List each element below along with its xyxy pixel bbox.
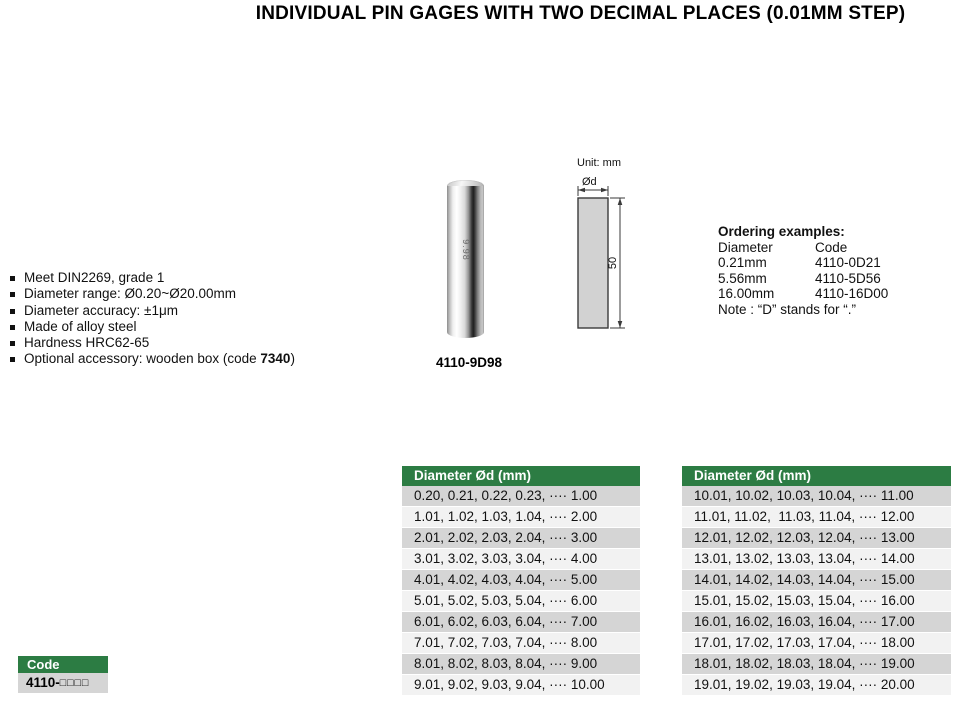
pin-engraving: 9.98 xyxy=(460,239,471,261)
table-row: 15.01, 15.02, 15.03, 15.04, ···· 16.00 xyxy=(682,591,951,612)
ordering-column-headers xyxy=(718,240,938,256)
feature-item xyxy=(10,303,295,319)
feature-item xyxy=(10,270,295,286)
bullet-square-icon xyxy=(10,325,15,330)
ordering-row xyxy=(718,286,938,302)
table-row: 10.01, 10.02, 10.03, 10.04, ···· 11.00 xyxy=(682,486,951,507)
feature-item xyxy=(10,351,295,367)
ordering-row xyxy=(718,271,938,287)
ordering-heading: Ordering examples: xyxy=(718,224,845,239)
feature-text: Diameter range: Ø0.20~Ø20.00mm xyxy=(24,286,236,302)
model-number-label: 4110-9D98 xyxy=(435,355,503,370)
bullet-square-icon xyxy=(10,309,15,314)
feature-text-pre: Optional accessory: wooden box (code xyxy=(24,351,261,367)
code-box-value xyxy=(18,673,108,693)
table-row: 7.01, 7.02, 7.03, 7.04, ···· 8.00 xyxy=(402,633,640,654)
ordering-code: 4110-0D21 xyxy=(815,255,881,271)
table-row: 17.01, 17.02, 17.03, 17.04, ···· 18.00 xyxy=(682,633,951,654)
diameter-table-right xyxy=(682,466,951,696)
table-header: Diameter Ød (mm) xyxy=(402,466,640,486)
table-row: 8.01, 8.02, 8.03, 8.04, ···· 9.00 xyxy=(402,654,640,675)
ordering-diameter: 16.00mm xyxy=(718,286,775,302)
unit-label: Unit: mm xyxy=(577,157,621,169)
table-row: 2.01, 2.02, 2.03, 2.04, ···· 3.00 xyxy=(402,528,640,549)
bullet-square-icon xyxy=(10,292,15,297)
table-row: 19.01, 19.02, 19.03, 19.04, ···· 20.00 xyxy=(682,675,951,696)
feature-text: Meet DIN2269, grade 1 xyxy=(24,270,165,285)
bullet-square-icon xyxy=(10,357,15,362)
table-row: 11.01, 11.02, 11.03, 11.04, ···· 12.00 xyxy=(682,507,951,528)
feature-text-post: ) xyxy=(290,351,295,367)
table-row: 13.01, 13.02, 13.03, 13.04, ···· 14.00 xyxy=(682,549,951,570)
length-dim-label: 50 xyxy=(607,256,619,270)
feature-text-bold: 7340 xyxy=(260,351,291,367)
diameter-dim-label: Ød xyxy=(582,176,597,188)
feature-item xyxy=(10,319,295,335)
ordering-col-code: Code xyxy=(815,239,848,255)
feature-list xyxy=(10,270,295,368)
ordering-code: 4110-5D56 xyxy=(815,270,881,286)
table-row: 1.01, 1.02, 1.03, 1.04, ···· 2.00 xyxy=(402,507,640,528)
table-row: 3.01, 3.02, 3.03, 3.04, ···· 4.00 xyxy=(402,549,640,570)
page-title: INDIVIDUAL PIN GAGES WITH TWO DECIMAL PLACES (0.01MM STEP) xyxy=(255,3,906,24)
feature-text: Made of alloy steel xyxy=(24,318,137,334)
pin-gage-photo xyxy=(447,186,484,338)
table-row: 16.01, 16.02, 16.03, 16.04, ···· 17.00 xyxy=(682,612,951,633)
table-row: 6.01, 6.02, 6.03, 6.04, ···· 7.00 xyxy=(402,612,640,633)
feature-text: Hardness HRC62-65 xyxy=(24,335,150,351)
dimension-drawing xyxy=(570,152,630,344)
table-row: 4.01, 4.02, 4.03, 4.04, ···· 5.00 xyxy=(402,570,640,591)
code-box-header: Code xyxy=(18,656,108,673)
ordering-note: Note : “D” stands for “.” xyxy=(718,301,857,317)
ordering-row xyxy=(718,255,938,271)
code-box xyxy=(18,656,108,693)
feature-item xyxy=(10,286,295,302)
ordering-col-diameter: Diameter xyxy=(718,239,773,255)
pin-outline-rect xyxy=(578,198,608,328)
feature-text: Diameter accuracy: ±1μm xyxy=(24,302,178,318)
table-header: Diameter Ød (mm) xyxy=(682,466,951,486)
table-row: 12.01, 12.02, 12.03, 12.04, ···· 13.00 xyxy=(682,528,951,549)
ordering-diameter: 5.56mm xyxy=(718,270,767,286)
ordering-examples xyxy=(718,224,938,318)
ordering-diameter: 0.21mm xyxy=(718,255,767,271)
table-row: 0.20, 0.21, 0.22, 0.23, ···· 1.00 xyxy=(402,486,640,507)
code-prefix: 4110- xyxy=(26,675,60,690)
ordering-code: 4110-16D00 xyxy=(815,286,889,302)
feature-item xyxy=(10,335,295,351)
table-row: 14.01, 14.02, 14.03, 14.04, ···· 15.00 xyxy=(682,570,951,591)
bullet-square-icon xyxy=(10,276,15,281)
feature-text xyxy=(24,351,295,367)
table-row: 9.01, 9.02, 9.03, 9.04, ···· 10.00 xyxy=(402,675,640,696)
bullet-square-icon xyxy=(10,341,15,346)
table-row: 18.01, 18.02, 18.03, 18.04, ···· 19.00 xyxy=(682,654,951,675)
code-placeholder-squares: □□□□ xyxy=(59,677,90,689)
table-row: 5.01, 5.02, 5.03, 5.04, ···· 6.00 xyxy=(402,591,640,612)
diameter-table-left xyxy=(402,466,640,696)
